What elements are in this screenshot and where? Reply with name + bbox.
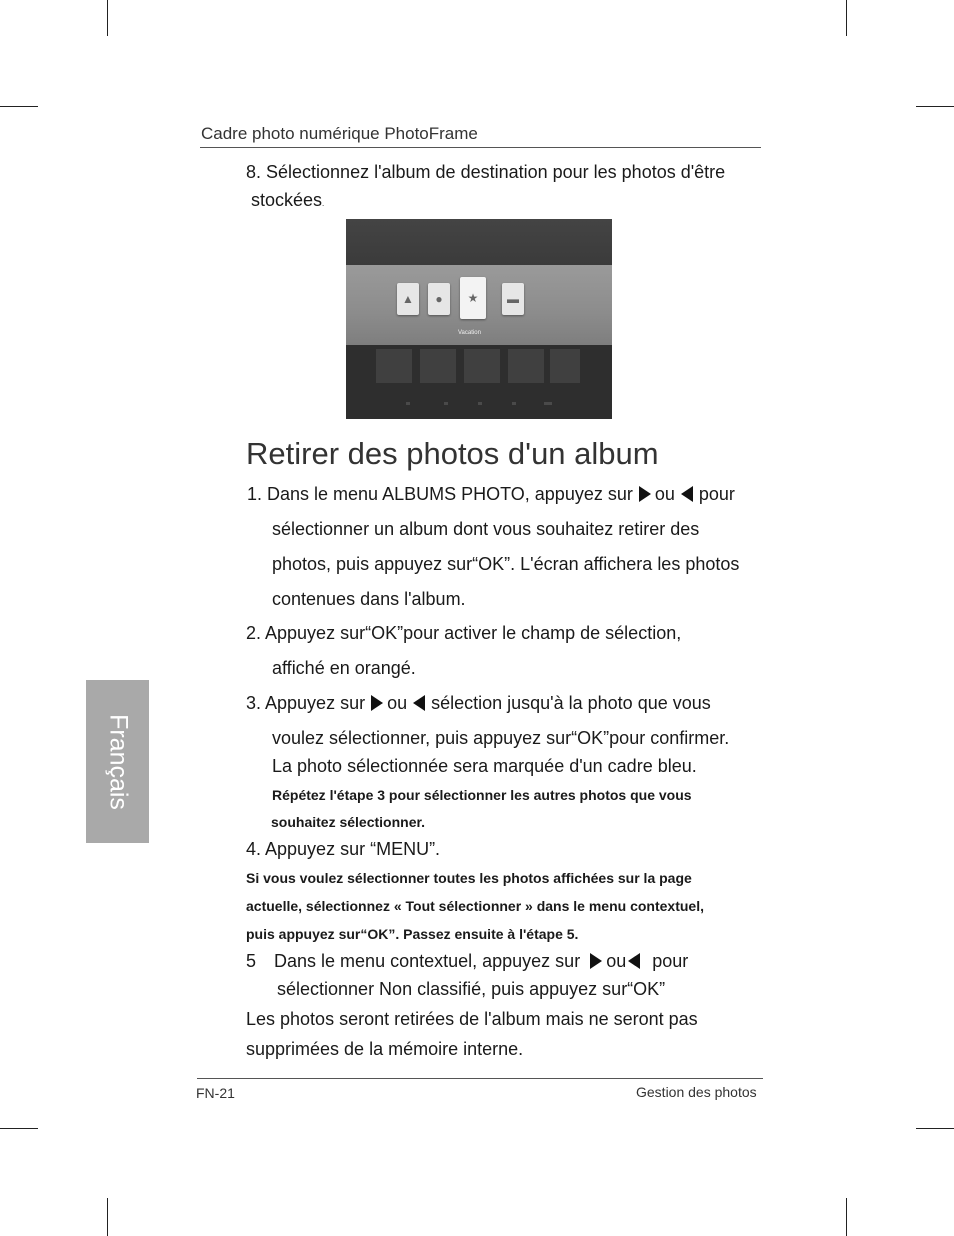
- step-3-note-1: Répétez l'étape 3 pour sélectionner les autres photos que vous: [272, 787, 692, 803]
- page-number: FN-21: [196, 1085, 235, 1101]
- crop-mark: [916, 1128, 954, 1129]
- step-5-line-1: 5 Dans le menu contextuel, appuyez sur ou pour: [246, 951, 689, 971]
- closing-line-1: Les photos seront retirées de l'album mais ne seront pas: [246, 1009, 698, 1029]
- note-line-2: actuelle, sélectionnez « Tout sélectionner » dans le menu contextuel,: [246, 898, 704, 914]
- step-1-line-1: 1. Dans le menu ALBUMS PHOTO, appuyez sur ou pour: [247, 484, 735, 504]
- triangle-right-icon: [639, 486, 651, 502]
- step-3-line-1: 3. Appuyez sur ou sélection jusqu'à la photo que vous: [246, 693, 711, 713]
- step-3-note-2: souhaitez sélectionner.: [271, 814, 426, 830]
- triangle-left-icon: [628, 953, 640, 969]
- language-tab: [86, 680, 149, 843]
- crop-mark: [0, 1128, 38, 1129]
- photo-thumbnail: [550, 349, 580, 383]
- note-line-3: puis appuyez sur“OK”. Passez ensuite à l'étape 5.: [246, 926, 579, 942]
- nav-dot: [544, 402, 552, 405]
- step-2-line-1: 2. Appuyez sur“OK”pour activer le champ de sélection,: [246, 623, 682, 643]
- nav-dot: [444, 402, 448, 405]
- step-3-line-3: La photo sélectionnée sera marquée d'un cadre bleu.: [272, 756, 697, 776]
- step-1-line-4: contenues dans l'album.: [272, 589, 466, 609]
- photo-thumbnail: [464, 349, 500, 383]
- crop-mark: [107, 0, 108, 36]
- step-4-line-1: 4. Appuyez sur “MENU”.: [246, 839, 441, 859]
- nav-dot: [478, 402, 482, 405]
- step-1-line-2: sélectionner un album dont vous souhaitez retirer des: [272, 519, 700, 539]
- triangle-right-icon: [371, 695, 383, 711]
- triangle-left-icon: [681, 486, 693, 502]
- step-2-line-2: affiché en orangé.: [272, 658, 416, 678]
- album-selection-screenshot: [346, 219, 612, 419]
- step-1-line-3: photos, puis appuyez sur“OK”. L'écran affichera les photos: [272, 554, 740, 574]
- nav-dot: [512, 402, 516, 405]
- album-tile: [502, 283, 524, 315]
- step-8-line-2: stockées.: [251, 190, 325, 210]
- closing-line-2: supprimées de la mémoire interne.: [246, 1039, 524, 1059]
- crop-mark: [107, 1198, 108, 1236]
- language-label: Français: [104, 713, 132, 810]
- crop-mark: [846, 1198, 847, 1236]
- footer-section: Gestion des photos: [636, 1084, 757, 1100]
- note-line-1: Si vous voulez sélectionner toutes les photos affichées sur la page: [246, 870, 692, 886]
- star-icon: ★: [467, 291, 479, 305]
- crop-mark: [0, 106, 38, 107]
- photo-thumbnail: [420, 349, 456, 383]
- album-tile: [397, 283, 419, 315]
- album-caption: Vacation: [458, 330, 481, 336]
- triangle-right-icon: [590, 953, 602, 969]
- crop-mark: [916, 106, 954, 107]
- landscape-icon: ▬: [507, 292, 519, 306]
- header-rule: [200, 147, 761, 148]
- step-8-line-1: 8. Sélectionnez l'album de destination pour les photos d'être: [246, 162, 726, 182]
- nav-dot: [406, 402, 410, 405]
- step-3-line-2: voulez sélectionner, puis appuyez sur“OK”pour confirmer.: [272, 728, 730, 748]
- section-title: Retirer des photos d'un album: [246, 436, 659, 471]
- footer-rule: [197, 1078, 763, 1079]
- running-header: Cadre photo numérique PhotoFrame: [201, 124, 478, 143]
- flower-icon: ●: [435, 292, 443, 306]
- mountain-icon: ▲: [402, 292, 414, 306]
- step-5-line-2: sélectionner Non classifié, puis appuyez sur“OK”: [277, 979, 666, 999]
- crop-mark: [846, 0, 847, 36]
- photo-thumbnail: [376, 349, 412, 383]
- photo-thumbnail: [508, 349, 544, 383]
- album-tile: [428, 283, 450, 315]
- album-tile-selected: [460, 277, 486, 319]
- triangle-left-icon: [413, 695, 425, 711]
- screen-top-bar: [346, 219, 612, 265]
